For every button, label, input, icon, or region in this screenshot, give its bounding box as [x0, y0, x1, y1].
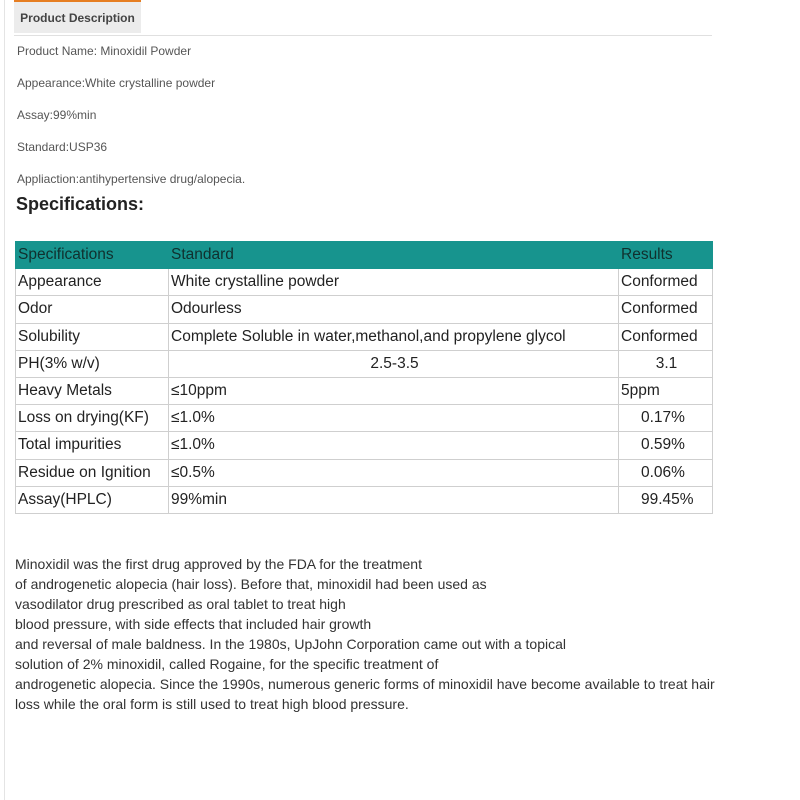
- product-name: Product Name: Minoxidil Powder: [17, 44, 192, 58]
- spec-cell: Assay(HPLC): [16, 486, 169, 513]
- spec-cell: Total impurities: [16, 432, 169, 459]
- standard-cell: ≤10ppm: [169, 377, 619, 404]
- tab-divider: [14, 35, 712, 36]
- standard-cell: ≤1.0%: [169, 405, 619, 432]
- result-cell: Conformed: [619, 323, 713, 350]
- header-specifications: Specifications: [16, 242, 169, 269]
- result-cell: 0.17%: [619, 405, 713, 432]
- spec-cell: PH(3% w/v): [16, 350, 169, 377]
- result-cell: 0.59%: [619, 432, 713, 459]
- description-line: androgenetic alopecia. Since the 1990s, numerous generic forms of minoxidil have become available to treat hair: [15, 676, 715, 692]
- tab-product-description[interactable]: Product Description: [14, 0, 141, 33]
- spec-cell: Residue on Ignition: [16, 459, 169, 486]
- result-cell: 0.06%: [619, 459, 713, 486]
- specifications-heading: Specifications:: [16, 194, 145, 214]
- standard-cell: 99%min: [169, 486, 619, 513]
- specifications-table: [15, 241, 713, 514]
- table-row: [16, 432, 713, 459]
- header-standard: Standard: [169, 242, 619, 269]
- assay-info: Assay:99%min: [17, 108, 97, 122]
- table-header-row: [16, 242, 713, 269]
- description-line: Minoxidil was the first drug approved by the FDA for the treatment: [15, 556, 422, 572]
- spec-cell: Heavy Metals: [16, 377, 169, 404]
- application-info: Appliaction:antihypertensive drug/alopecia.: [17, 172, 246, 186]
- result-cell: Conformed: [619, 296, 713, 323]
- description-line: of androgenetic alopecia (hair loss). Before that, minoxidil had been used as: [15, 576, 487, 592]
- standard-cell: ≤0.5%: [169, 459, 619, 486]
- result-cell: 5ppm: [619, 377, 713, 404]
- table-row: [16, 269, 713, 296]
- description-line: and reversal of male baldness. In the 1980s, UpJohn Corporation came out with a topical: [15, 636, 566, 652]
- description-line: blood pressure, with side effects that included hair growth: [15, 616, 372, 632]
- standard-info: Standard:USP36: [17, 140, 108, 154]
- description-line: vasodilator drug prescribed as oral tablet to treat high: [15, 596, 346, 612]
- table-row: [16, 296, 713, 323]
- appearance-info: Appearance:White crystalline powder: [17, 76, 216, 90]
- spec-cell: Appearance: [16, 269, 169, 296]
- table-row: [16, 377, 713, 404]
- table-row: [16, 350, 713, 377]
- standard-cell: White crystalline powder: [169, 269, 619, 296]
- description-paragraph: [15, 554, 800, 714]
- description-line: loss while the oral form is still used to treat high blood pressure.: [15, 696, 409, 712]
- result-cell: Conformed: [619, 269, 713, 296]
- table-row: [16, 459, 713, 486]
- spec-cell: Solubility: [16, 323, 169, 350]
- table-row: [16, 323, 713, 350]
- description-line: solution of 2% minoxidil, called Rogaine, for the specific treatment of: [15, 656, 439, 672]
- header-results: Results: [619, 242, 713, 269]
- table-row: [16, 405, 713, 432]
- spec-cell: Loss on drying(KF): [16, 405, 169, 432]
- standard-cell: Complete Soluble in water,methanol,and propylene glycol: [169, 323, 619, 350]
- table-row: [16, 486, 713, 513]
- spec-cell: Odor: [16, 296, 169, 323]
- page-left-border: [4, 0, 5, 800]
- standard-cell: Odourless: [169, 296, 619, 323]
- result-cell: 3.1: [619, 350, 713, 377]
- standard-cell: ≤1.0%: [169, 432, 619, 459]
- result-cell: 99.45%: [619, 486, 713, 513]
- standard-cell: 2.5-3.5: [169, 350, 619, 377]
